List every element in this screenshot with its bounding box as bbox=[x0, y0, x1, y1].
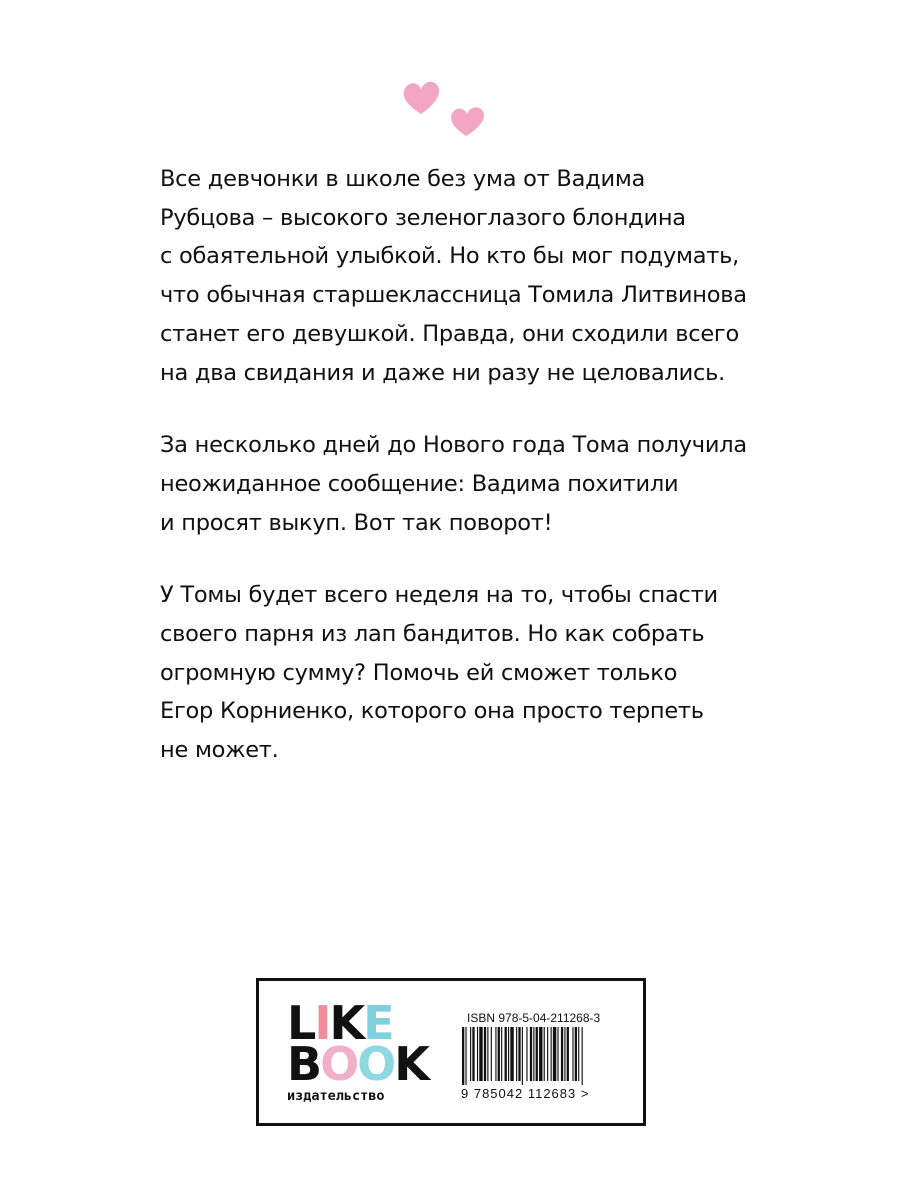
barcode-bar bbox=[551, 1027, 552, 1081]
barcode-bar bbox=[477, 1027, 478, 1081]
heart-icon bbox=[404, 82, 440, 114]
blurb-line: что обычная старшеклассница Томила Литвинова bbox=[160, 282, 747, 309]
barcode-bar bbox=[572, 1027, 573, 1081]
blurb-line: своего парня из лап бандитов. Но как собрать bbox=[160, 621, 705, 648]
barcode-bar bbox=[501, 1027, 502, 1081]
barcode-bar bbox=[575, 1027, 577, 1081]
logo-letter: K bbox=[394, 1037, 428, 1091]
barcode-bar bbox=[582, 1027, 583, 1085]
barcode-bar bbox=[510, 1027, 513, 1081]
barcode-bar bbox=[564, 1027, 565, 1081]
barcode-bar bbox=[491, 1027, 492, 1081]
isbn-label: ISBN 978-5-04-211268-3 bbox=[467, 1011, 601, 1025]
logo-letter: I bbox=[314, 996, 330, 1050]
logo-letter: E bbox=[363, 996, 393, 1050]
blurb-line: не может. bbox=[160, 737, 279, 764]
barcode-bar bbox=[462, 1027, 464, 1085]
barcode-bar bbox=[536, 1027, 538, 1081]
barcode-bar bbox=[472, 1027, 474, 1081]
blurb-line: У Томы будет всего неделя на то, чтобы спасти bbox=[160, 582, 718, 609]
logo-subtitle: издательство bbox=[287, 1088, 385, 1104]
barcode-bar bbox=[505, 1027, 507, 1081]
barcode-bar bbox=[518, 1027, 520, 1081]
barcode-bar bbox=[578, 1027, 579, 1081]
barcode-bar bbox=[533, 1027, 534, 1081]
barcode-bar bbox=[465, 1027, 466, 1085]
barcode-bar bbox=[547, 1027, 548, 1081]
blurb-paragraph bbox=[160, 426, 800, 542]
blurb-line: станет его девушкой. Правда, они сходили всего bbox=[160, 320, 740, 347]
barcode-bar bbox=[487, 1027, 488, 1081]
barcode-bar bbox=[561, 1027, 563, 1081]
barcode-bar bbox=[526, 1027, 527, 1081]
barcode-bar bbox=[530, 1027, 532, 1081]
blurb-paragraph bbox=[160, 160, 800, 392]
logo-letter: O bbox=[357, 1037, 395, 1091]
barcode-bar bbox=[495, 1027, 496, 1081]
heart-icon bbox=[451, 107, 484, 136]
barcode-bar bbox=[479, 1027, 482, 1081]
likebook-logo bbox=[287, 996, 437, 1104]
barcode-bar bbox=[516, 1027, 517, 1081]
barcode-bar bbox=[498, 1027, 500, 1081]
blurb-paragraph bbox=[160, 576, 800, 770]
barcode-bar bbox=[539, 1027, 542, 1081]
blurb-line: За несколько дней до Нового года Тома получила bbox=[160, 432, 747, 459]
blurb-line: с обаятельной улыбкой. Но кто бы мог подумать, bbox=[160, 243, 740, 270]
barcode-bar bbox=[508, 1027, 509, 1081]
blurb-line: на два свидания и даже ни разу не целовались. bbox=[160, 359, 725, 386]
barcode-bar bbox=[484, 1027, 486, 1081]
barcode-bar bbox=[567, 1027, 569, 1081]
barcode-bar bbox=[557, 1027, 558, 1081]
barcode-bar bbox=[553, 1027, 556, 1081]
barcode-bar bbox=[470, 1027, 471, 1081]
barcode-digits: 9 785042 112683 > bbox=[461, 1086, 590, 1101]
blurb-line: Рубцова – высокого зеленоглазого блондина bbox=[160, 204, 686, 231]
publisher-isbn-box bbox=[256, 978, 646, 1126]
barcode bbox=[461, 1027, 627, 1085]
logo-letter: O bbox=[320, 1037, 358, 1091]
blurb-line: Все девчонки в школе без ума от Вадима bbox=[160, 166, 646, 192]
hearts-icon bbox=[398, 76, 498, 140]
barcode-bar bbox=[544, 1027, 545, 1081]
blurb-line: Егор Корниенко, которого она просто терпеть bbox=[160, 698, 704, 725]
blurb-line: и просят выкуп. Вот так поворот! bbox=[160, 509, 553, 536]
logo-letter: B bbox=[287, 1037, 321, 1091]
barcode-bar bbox=[522, 1027, 523, 1085]
logo-letter: L bbox=[287, 996, 315, 1050]
book-blurb bbox=[160, 160, 800, 804]
logo-row-book bbox=[287, 1037, 437, 1091]
blurb-line: огромную сумму? Помочь ей сможет только bbox=[160, 659, 678, 686]
logo-letter: K bbox=[329, 996, 364, 1050]
blurb-line: неожиданное сообщение: Вадима похитили bbox=[160, 470, 679, 497]
